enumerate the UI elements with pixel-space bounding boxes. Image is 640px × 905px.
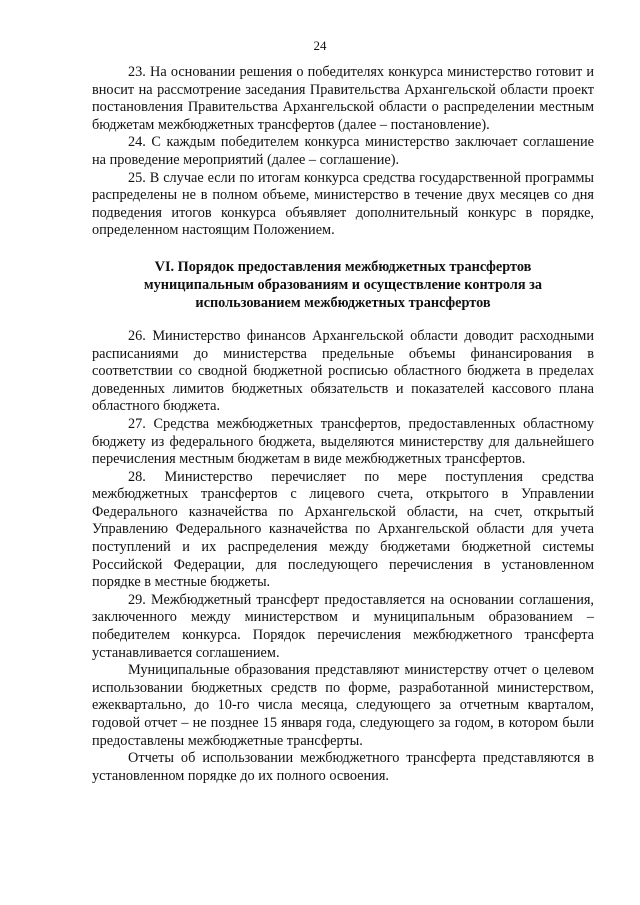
paragraph-reports-deadline: Отчеты об использовании межбюджетного трансферта представляются в установленном порядке до их полного освоения. xyxy=(92,750,594,784)
document-body xyxy=(92,64,594,785)
page-number: 24 xyxy=(313,38,327,53)
paragraph-23: 23. На основании решения о победителях конкурса министерство готовит и вносит на рассмотрение заседания Правительства Архангельской области проект постановления Правительства Архангельской области о распределении местным бюджетам межбюджетных трансфертов (далее – постановление). xyxy=(92,64,594,133)
paragraph-28: 28. Министерство перечисляет по мере поступления средства межбюджетных трансфертов с лицевого счета, открытого в Управлении Федерального казначейства по Архангельской области, на счет, открытый Управлению Федерального казначейства по Архангельской области для учета поступлений и их распределения между бюджетами бюджетной системы Российской Федерации, для последующего перечисления в установленном порядке в местные бюджеты. xyxy=(92,468,594,591)
section-heading: VI. Порядок предоставления межбюджетных трансфертов муниципальным образованиям и осуществление контроля за использованием межбюджетных трансфертов xyxy=(143,258,543,311)
paragraph-reporting: Муниципальные образования представляют министерству отчет о целевом использовании бюджетных средств по форме, разработанной министерством, ежеквартально, до 10-го числа месяца, следующего за отчетным кварталом, годовой отчет – не позднее 15 января года, следующего за годом, в котором были предоставлены межбюджетные трансферты. xyxy=(92,662,594,749)
paragraph-26: 26. Министерство финансов Архангельской области доводит расходными расписаниями до министерства предельные объемы финансирования в соответствии со сводной бюджетной росписью областного бюджета в пределах доведенных лимитов бюджетных обязательств и показателей кассового плана областного бюджета. xyxy=(92,327,594,415)
paragraph-25: 25. В случае если по итогам конкурса средства государственной программы распределены не в полном объеме, министерство в течение двух месяцев со дня подведения итогов конкурса объявляет дополнительный конкурс в порядке, определенном настоящим Положением. xyxy=(92,169,594,239)
paragraph-29: 29. Межбюджетный трансферт предоставляется на основании соглашения, заключенного между министерством и муниципальным образованием – победителем конкурса. Порядок перечисления межбюджетного трансферта устанавливается соглашением. xyxy=(92,591,594,661)
paragraph-27: 27. Средства межбюджетных трансфертов, предоставленных областному бюджету из федерального бюджета, выделяются министерству для дальнейшего перечисления местным бюджетам в виде межбюджетных трансфертов. xyxy=(92,415,594,468)
paragraph-24: 24. С каждым победителем конкурса министерство заключает соглашение на проведение мероприятий (далее – соглашение). xyxy=(92,134,594,168)
